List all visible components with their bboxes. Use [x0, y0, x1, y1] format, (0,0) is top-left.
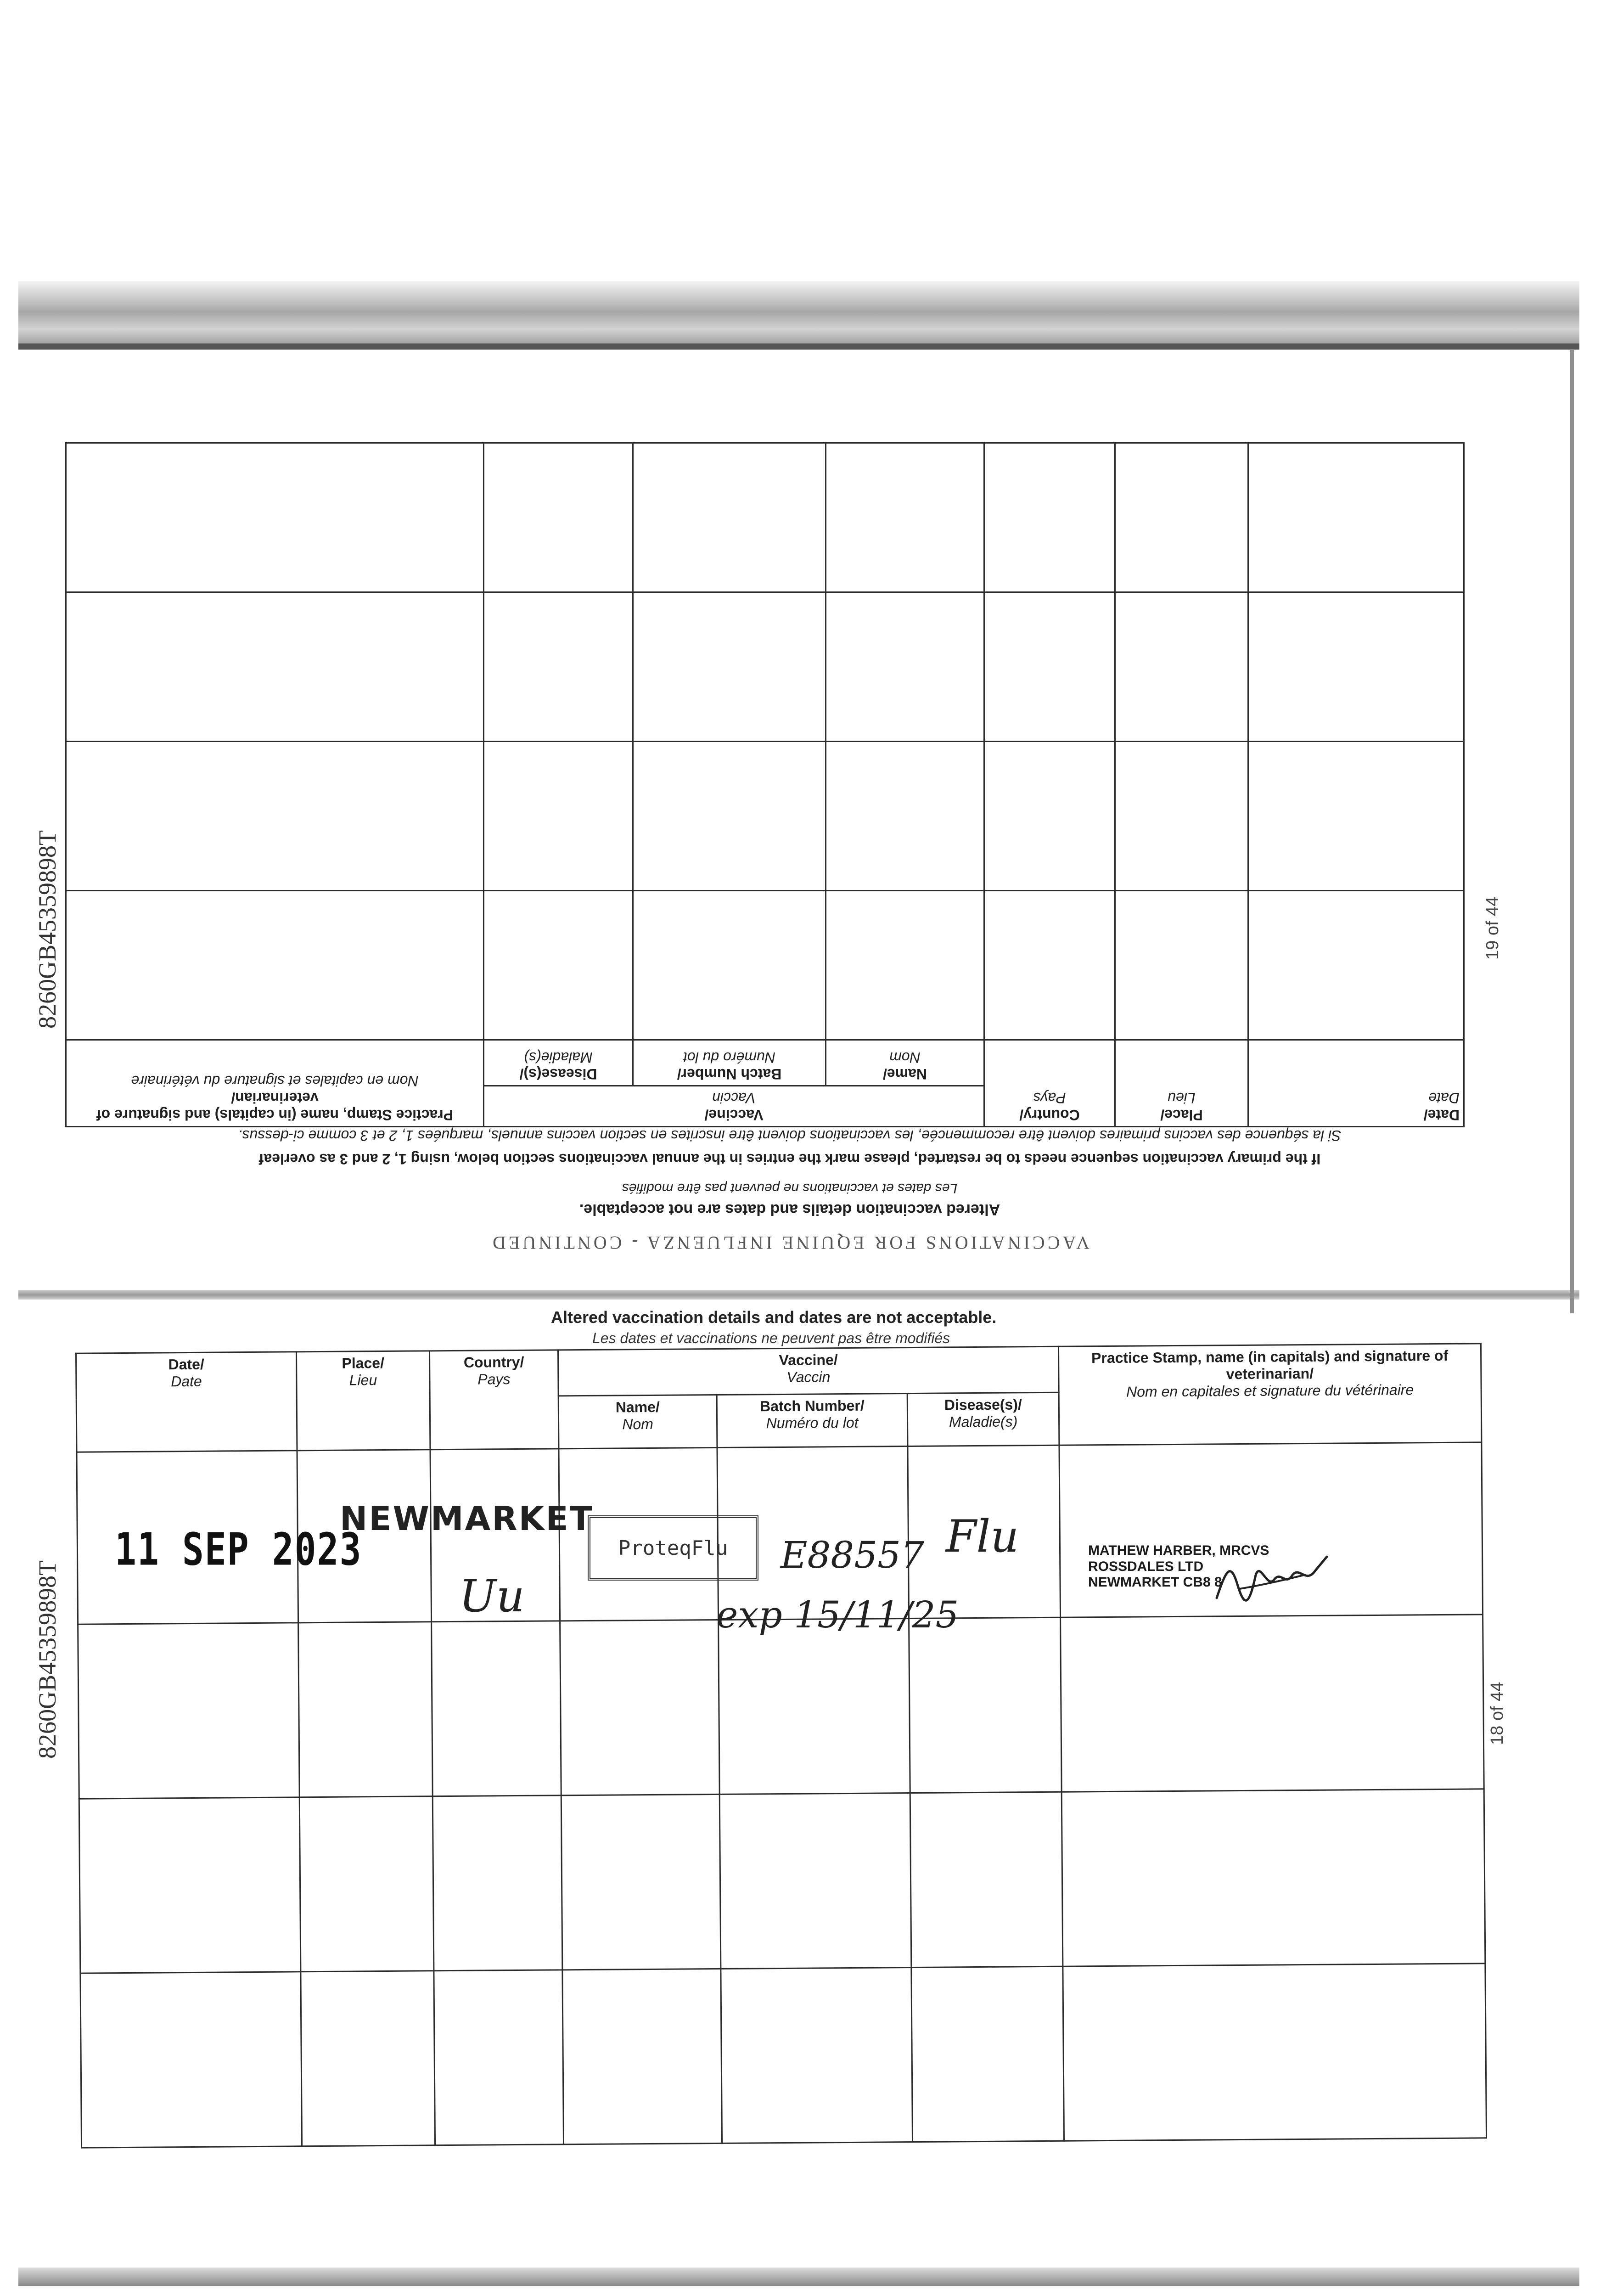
scanner-bottom-edge — [18, 2268, 1579, 2286]
upper-instruction-en: If the primary vaccination sequence needs to be restarted, please mark the entries in the annual vaccinations section below, using 1, 2 and 3 as overleaf — [258, 1151, 1321, 1167]
lower-vaccination-table — [75, 1343, 1487, 2148]
lower-notice-bold: Altered vaccination details and dates are not acceptable. — [551, 1308, 997, 1327]
vet-stamp-line: MATHEW HARBER, MRCVS — [1088, 1543, 1269, 1558]
lower-col-name: Name/ Nom — [558, 1395, 717, 1448]
place-handwritten: Uu — [459, 1570, 525, 1622]
upper-instruction-fr: Si la séquence des vaccins primaires doivent être recommencée, les vaccinations doivent être inscrites en section vaccins annuels, marquées 1, 2 et 3 comme ci-dessus. — [238, 1127, 1342, 1144]
page-gutter — [18, 1290, 1579, 1300]
lower-table-row — [80, 1964, 1487, 2148]
upper-notices — [193, 1127, 1387, 1254]
lower-col-practice-stamp: Practice Stamp, name (in capitals) and signature of veterinarian/ Nom en capitales et signature du vétérinaire — [1058, 1344, 1481, 1445]
passport-id-lower: 8260GB45359898T — [34, 1560, 61, 1759]
upper-col-disease: Disease(s)/ Maladie(s) — [484, 1040, 633, 1086]
vet-signature — [1212, 1543, 1331, 1616]
binding-line — [18, 343, 1579, 349]
upper-col-place: Place/ Lieu — [1115, 1040, 1248, 1127]
batch-handwritten: E88557 — [781, 1534, 924, 1576]
upper-notice-bold: Altered vaccination details and dates are not acceptable. — [579, 1201, 1000, 1218]
upper-col-vaccine: Vaccine/ Vaccin — [484, 1086, 984, 1127]
upper-table-row — [66, 592, 1464, 742]
vaccine-name-text: ProteqFlu — [618, 1536, 728, 1560]
lower-col-disease: Disease(s)/ Maladie(s) — [907, 1392, 1059, 1446]
upper-table-row — [66, 742, 1464, 891]
upper-notice-fr: Les dates et vaccinations ne peuvent pas être modifiés — [622, 1181, 958, 1196]
page-number-upper: 19 of 44 — [1483, 896, 1502, 960]
vet-stamp-line: ROSSDALES LTD — [1088, 1559, 1204, 1574]
upper-col-batch: Batch Number/ Numéro du lot — [633, 1040, 826, 1086]
upper-vaccination-table-wrap — [67, 425, 1465, 1127]
date-stamp: 11 SEP 2023 — [115, 1524, 362, 1576]
upper-header-title: VACCINATIONS FOR EQUINE INFLUENZA - CONTINUED — [490, 1232, 1089, 1253]
upper-table-row — [66, 891, 1464, 1040]
lower-col-vaccine: Vaccine/ Vaccin — [558, 1346, 1059, 1396]
scanner-edge — [18, 281, 1579, 350]
lower-table-row — [79, 1789, 1485, 1973]
vet-stamp-line: NEWMARKET CB8 8 — [1088, 1575, 1222, 1590]
upper-col-practice-stamp: Practice Stamp, name (in capitals) and signature of veterinarian/ Nom en capitales et signature du vétérinaire — [66, 1040, 484, 1127]
upper-table-row — [66, 443, 1464, 592]
upper-col-country: Country/ Pays — [984, 1040, 1115, 1127]
disease-handwritten: Flu — [946, 1511, 1019, 1562]
place-stamp: NEWMARKET — [340, 1499, 594, 1538]
passport-id-upper: 8260GB45359898T — [34, 830, 61, 1029]
upper-col-date: Date/ Date — [1248, 1040, 1464, 1127]
vaccine-name-stamp — [588, 1515, 758, 1581]
lower-col-batch: Batch Number/ Numéro du lot — [717, 1394, 908, 1448]
expiry-handwritten: exp 15/11/25 — [716, 1593, 959, 1636]
upper-col-name: Name/ Nom — [826, 1040, 984, 1086]
lower-notice-fr: Les dates et vaccinations ne peuvent pas être modifiés — [592, 1330, 950, 1346]
lower-table-row — [78, 1615, 1484, 1799]
page-edge — [1570, 349, 1574, 1313]
upper-vaccination-table — [65, 442, 1465, 1127]
lower-col-date: Date/ Date — [76, 1352, 297, 1452]
lower-col-country: Country/ Pays — [429, 1350, 558, 1450]
page-number-lower: 18 of 44 — [1488, 1682, 1507, 1745]
lower-col-place: Place/ Lieu — [296, 1351, 430, 1451]
